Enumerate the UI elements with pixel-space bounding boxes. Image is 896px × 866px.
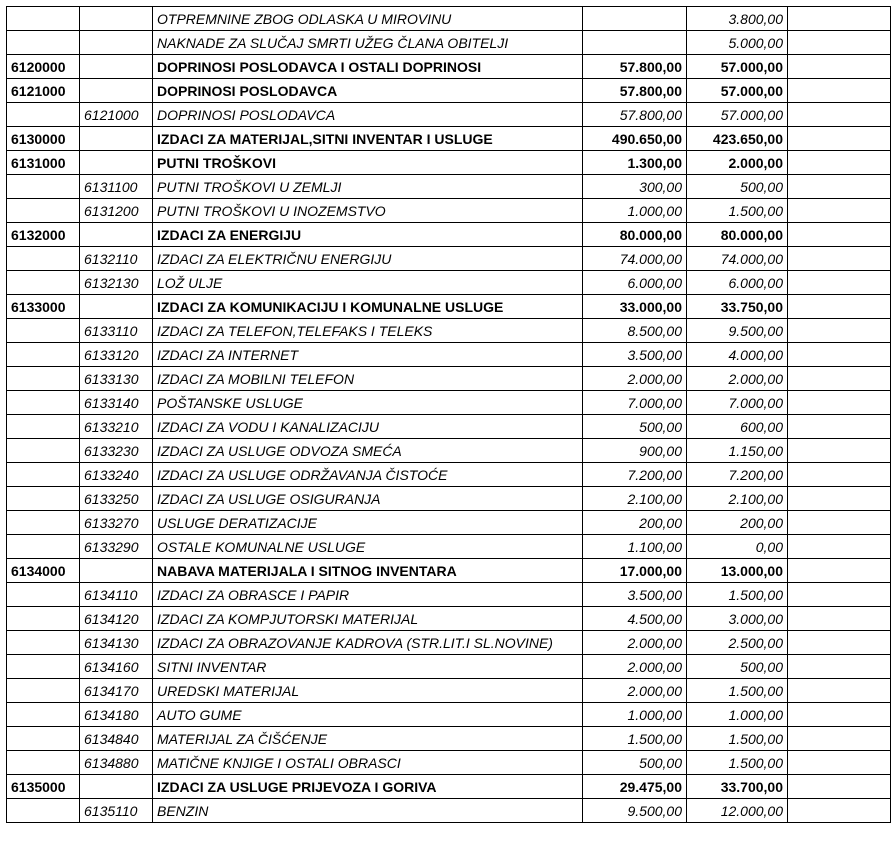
account-code-cell bbox=[7, 175, 80, 199]
account-code-cell bbox=[7, 271, 80, 295]
empty-extra-cell bbox=[788, 79, 891, 103]
account-code-cell: 6121000 bbox=[7, 79, 80, 103]
category-row bbox=[7, 559, 891, 583]
account-code-cell bbox=[7, 463, 80, 487]
revised-amount-cell: 500,00 bbox=[687, 655, 788, 679]
category-row bbox=[7, 55, 891, 79]
planned-amount-cell: 900,00 bbox=[583, 439, 687, 463]
empty-extra-cell bbox=[788, 271, 891, 295]
empty-extra-cell bbox=[788, 679, 891, 703]
budget-table-body bbox=[7, 7, 891, 823]
line-item-row bbox=[7, 703, 891, 727]
account-code-cell bbox=[7, 199, 80, 223]
sub-account-code-cell: 6133290 bbox=[80, 535, 153, 559]
revised-amount-cell: 500,00 bbox=[687, 175, 788, 199]
empty-extra-cell bbox=[788, 223, 891, 247]
description-cell: IZDACI ZA USLUGE ODVOZA SMEĆA bbox=[153, 439, 583, 463]
planned-amount-cell: 74.000,00 bbox=[583, 247, 687, 271]
empty-extra-cell bbox=[788, 583, 891, 607]
revised-amount-cell: 2.100,00 bbox=[687, 487, 788, 511]
sub-account-code-cell: 6134160 bbox=[80, 655, 153, 679]
category-row bbox=[7, 79, 891, 103]
description-cell: DOPRINOSI POSLODAVCA bbox=[153, 79, 583, 103]
description-cell: IZDACI ZA MATERIJAL,SITNI INVENTAR I USLUGE bbox=[153, 127, 583, 151]
empty-extra-cell bbox=[788, 151, 891, 175]
line-item-row bbox=[7, 247, 891, 271]
line-item-row bbox=[7, 31, 891, 55]
sub-account-code-cell: 6133210 bbox=[80, 415, 153, 439]
planned-amount-cell bbox=[583, 31, 687, 55]
planned-amount-cell: 2.000,00 bbox=[583, 631, 687, 655]
sub-account-code-cell: 6133110 bbox=[80, 319, 153, 343]
empty-extra-cell bbox=[788, 295, 891, 319]
empty-extra-cell bbox=[788, 7, 891, 31]
line-item-row bbox=[7, 631, 891, 655]
description-cell: UREDSKI MATERIJAL bbox=[153, 679, 583, 703]
sub-account-code-cell: 6121000 bbox=[80, 103, 153, 127]
planned-amount-cell: 2.000,00 bbox=[583, 679, 687, 703]
sub-account-code-cell: 6134180 bbox=[80, 703, 153, 727]
planned-amount-cell: 29.475,00 bbox=[583, 775, 687, 799]
line-item-row bbox=[7, 583, 891, 607]
line-item-row bbox=[7, 439, 891, 463]
planned-amount-cell: 500,00 bbox=[583, 751, 687, 775]
revised-amount-cell: 2.000,00 bbox=[687, 367, 788, 391]
revised-amount-cell: 1.500,00 bbox=[687, 751, 788, 775]
empty-extra-cell bbox=[788, 31, 891, 55]
sub-account-code-cell bbox=[80, 775, 153, 799]
empty-extra-cell bbox=[788, 247, 891, 271]
account-code-cell bbox=[7, 343, 80, 367]
planned-amount-cell bbox=[583, 7, 687, 31]
sub-account-code-cell bbox=[80, 295, 153, 319]
planned-amount-cell: 6.000,00 bbox=[583, 271, 687, 295]
sub-account-code-cell: 6132130 bbox=[80, 271, 153, 295]
description-cell: PUTNI TROŠKOVI bbox=[153, 151, 583, 175]
description-cell: DOPRINOSI POSLODAVCA bbox=[153, 103, 583, 127]
category-row bbox=[7, 127, 891, 151]
sub-account-code-cell: 6133120 bbox=[80, 343, 153, 367]
empty-extra-cell bbox=[788, 559, 891, 583]
description-cell: MATERIJAL ZA ČIŠĆENJE bbox=[153, 727, 583, 751]
description-cell: IZDACI ZA TELEFON,TELEFAKS I TELEKS bbox=[153, 319, 583, 343]
planned-amount-cell: 200,00 bbox=[583, 511, 687, 535]
revised-amount-cell: 4.000,00 bbox=[687, 343, 788, 367]
description-cell: IZDACI ZA OBRASCE I PAPIR bbox=[153, 583, 583, 607]
description-cell: IZDACI ZA INTERNET bbox=[153, 343, 583, 367]
empty-extra-cell bbox=[788, 319, 891, 343]
planned-amount-cell: 2.100,00 bbox=[583, 487, 687, 511]
empty-extra-cell bbox=[788, 439, 891, 463]
planned-amount-cell: 1.500,00 bbox=[583, 727, 687, 751]
planned-amount-cell: 57.800,00 bbox=[583, 103, 687, 127]
sub-account-code-cell: 6133230 bbox=[80, 439, 153, 463]
sub-account-code-cell: 6133130 bbox=[80, 367, 153, 391]
line-item-row bbox=[7, 103, 891, 127]
description-cell: IZDACI ZA VODU I KANALIZACIJU bbox=[153, 415, 583, 439]
sub-account-code-cell: 6134170 bbox=[80, 679, 153, 703]
line-item-row bbox=[7, 271, 891, 295]
account-code-cell bbox=[7, 679, 80, 703]
account-code-cell bbox=[7, 415, 80, 439]
description-cell: OSTALE KOMUNALNE USLUGE bbox=[153, 535, 583, 559]
description-cell: POŠTANSKE USLUGE bbox=[153, 391, 583, 415]
description-cell: OTPREMNINE ZBOG ODLASKA U MIROVINU bbox=[153, 7, 583, 31]
revised-amount-cell: 57.000,00 bbox=[687, 55, 788, 79]
sub-account-code-cell: 6134120 bbox=[80, 607, 153, 631]
line-item-row bbox=[7, 679, 891, 703]
sub-account-code-cell: 6134840 bbox=[80, 727, 153, 751]
category-row bbox=[7, 223, 891, 247]
sub-account-code-cell: 6133270 bbox=[80, 511, 153, 535]
empty-extra-cell bbox=[788, 175, 891, 199]
revised-amount-cell: 1.500,00 bbox=[687, 679, 788, 703]
revised-amount-cell: 1.150,00 bbox=[687, 439, 788, 463]
category-row bbox=[7, 151, 891, 175]
planned-amount-cell: 9.500,00 bbox=[583, 799, 687, 823]
sub-account-code-cell bbox=[80, 559, 153, 583]
line-item-row bbox=[7, 727, 891, 751]
category-row bbox=[7, 295, 891, 319]
revised-amount-cell: 5.000,00 bbox=[687, 31, 788, 55]
description-cell: IZDACI ZA OBRAZOVANJE KADROVA (STR.LIT.I SL.NOVINE) bbox=[153, 631, 583, 655]
revised-amount-cell: 13.000,00 bbox=[687, 559, 788, 583]
planned-amount-cell: 500,00 bbox=[583, 415, 687, 439]
planned-amount-cell: 7.200,00 bbox=[583, 463, 687, 487]
planned-amount-cell: 57.800,00 bbox=[583, 79, 687, 103]
description-cell: IZDACI ZA USLUGE ODRŽAVANJA ČISTOĆE bbox=[153, 463, 583, 487]
line-item-row bbox=[7, 199, 891, 223]
sub-account-code-cell: 6133140 bbox=[80, 391, 153, 415]
planned-amount-cell: 3.500,00 bbox=[583, 343, 687, 367]
empty-extra-cell bbox=[788, 343, 891, 367]
planned-amount-cell: 2.000,00 bbox=[583, 655, 687, 679]
planned-amount-cell: 17.000,00 bbox=[583, 559, 687, 583]
revised-amount-cell: 2.500,00 bbox=[687, 631, 788, 655]
line-item-row bbox=[7, 367, 891, 391]
revised-amount-cell: 3.800,00 bbox=[687, 7, 788, 31]
planned-amount-cell: 490.650,00 bbox=[583, 127, 687, 151]
account-code-cell bbox=[7, 703, 80, 727]
description-cell: IZDACI ZA KOMUNIKACIJU I KOMUNALNE USLUGE bbox=[153, 295, 583, 319]
empty-extra-cell bbox=[788, 391, 891, 415]
empty-extra-cell bbox=[788, 463, 891, 487]
account-code-cell bbox=[7, 607, 80, 631]
planned-amount-cell: 2.000,00 bbox=[583, 367, 687, 391]
planned-amount-cell: 1.300,00 bbox=[583, 151, 687, 175]
description-cell: AUTO GUME bbox=[153, 703, 583, 727]
budget-table bbox=[6, 6, 891, 823]
revised-amount-cell: 33.750,00 bbox=[687, 295, 788, 319]
planned-amount-cell: 80.000,00 bbox=[583, 223, 687, 247]
account-code-cell bbox=[7, 367, 80, 391]
sub-account-code-cell: 6134110 bbox=[80, 583, 153, 607]
line-item-row bbox=[7, 415, 891, 439]
sub-account-code-cell bbox=[80, 127, 153, 151]
revised-amount-cell: 2.000,00 bbox=[687, 151, 788, 175]
account-code-cell bbox=[7, 631, 80, 655]
empty-extra-cell bbox=[788, 103, 891, 127]
empty-extra-cell bbox=[788, 751, 891, 775]
empty-extra-cell bbox=[788, 607, 891, 631]
line-item-row bbox=[7, 463, 891, 487]
revised-amount-cell: 3.000,00 bbox=[687, 607, 788, 631]
line-item-row bbox=[7, 391, 891, 415]
planned-amount-cell: 1.100,00 bbox=[583, 535, 687, 559]
sub-account-code-cell: 6131100 bbox=[80, 175, 153, 199]
account-code-cell bbox=[7, 31, 80, 55]
description-cell: BENZIN bbox=[153, 799, 583, 823]
planned-amount-cell: 1.000,00 bbox=[583, 199, 687, 223]
revised-amount-cell: 74.000,00 bbox=[687, 247, 788, 271]
empty-extra-cell bbox=[788, 703, 891, 727]
revised-amount-cell: 33.700,00 bbox=[687, 775, 788, 799]
planned-amount-cell: 57.800,00 bbox=[583, 55, 687, 79]
empty-extra-cell bbox=[788, 511, 891, 535]
account-code-cell: 6134000 bbox=[7, 559, 80, 583]
revised-amount-cell: 80.000,00 bbox=[687, 223, 788, 247]
account-code-cell bbox=[7, 391, 80, 415]
empty-extra-cell bbox=[788, 727, 891, 751]
account-code-cell bbox=[7, 727, 80, 751]
line-item-row bbox=[7, 607, 891, 631]
line-item-row bbox=[7, 751, 891, 775]
line-item-row bbox=[7, 319, 891, 343]
description-cell: LOŽ ULJE bbox=[153, 271, 583, 295]
empty-extra-cell bbox=[788, 55, 891, 79]
revised-amount-cell: 6.000,00 bbox=[687, 271, 788, 295]
revised-amount-cell: 57.000,00 bbox=[687, 103, 788, 127]
empty-extra-cell bbox=[788, 799, 891, 823]
account-code-cell: 6133000 bbox=[7, 295, 80, 319]
empty-extra-cell bbox=[788, 535, 891, 559]
line-item-row bbox=[7, 655, 891, 679]
sub-account-code-cell: 6135110 bbox=[80, 799, 153, 823]
description-cell: NAKNADE ZA SLUČAJ SMRTI UŽEG ČLANA OBITELJI bbox=[153, 31, 583, 55]
description-cell: SITNI INVENTAR bbox=[153, 655, 583, 679]
revised-amount-cell: 12.000,00 bbox=[687, 799, 788, 823]
empty-extra-cell bbox=[788, 367, 891, 391]
account-code-cell bbox=[7, 103, 80, 127]
revised-amount-cell: 9.500,00 bbox=[687, 319, 788, 343]
empty-extra-cell bbox=[788, 415, 891, 439]
line-item-row bbox=[7, 487, 891, 511]
line-item-row bbox=[7, 511, 891, 535]
planned-amount-cell: 8.500,00 bbox=[583, 319, 687, 343]
planned-amount-cell: 7.000,00 bbox=[583, 391, 687, 415]
account-code-cell bbox=[7, 511, 80, 535]
sub-account-code-cell bbox=[80, 151, 153, 175]
account-code-cell bbox=[7, 535, 80, 559]
sub-account-code-cell: 6134130 bbox=[80, 631, 153, 655]
sub-account-code-cell bbox=[80, 31, 153, 55]
sub-account-code-cell: 6132110 bbox=[80, 247, 153, 271]
line-item-row bbox=[7, 535, 891, 559]
sub-account-code-cell: 6133240 bbox=[80, 463, 153, 487]
revised-amount-cell: 200,00 bbox=[687, 511, 788, 535]
planned-amount-cell: 4.500,00 bbox=[583, 607, 687, 631]
description-cell: USLUGE DERATIZACIJE bbox=[153, 511, 583, 535]
description-cell: PUTNI TROŠKOVI U ZEMLJI bbox=[153, 175, 583, 199]
description-cell: IZDACI ZA KOMPJUTORSKI MATERIJAL bbox=[153, 607, 583, 631]
empty-extra-cell bbox=[788, 487, 891, 511]
sub-account-code-cell bbox=[80, 7, 153, 31]
revised-amount-cell: 1.500,00 bbox=[687, 583, 788, 607]
line-item-row bbox=[7, 343, 891, 367]
account-code-cell bbox=[7, 247, 80, 271]
account-code-cell bbox=[7, 7, 80, 31]
sub-account-code-cell: 6131200 bbox=[80, 199, 153, 223]
empty-extra-cell bbox=[788, 631, 891, 655]
planned-amount-cell: 1.000,00 bbox=[583, 703, 687, 727]
revised-amount-cell: 7.200,00 bbox=[687, 463, 788, 487]
line-item-row bbox=[7, 175, 891, 199]
revised-amount-cell: 0,00 bbox=[687, 535, 788, 559]
sub-account-code-cell bbox=[80, 79, 153, 103]
account-code-cell: 6130000 bbox=[7, 127, 80, 151]
description-cell: DOPRINOSI POSLODAVCA I OSTALI DOPRINOSI bbox=[153, 55, 583, 79]
empty-extra-cell bbox=[788, 655, 891, 679]
planned-amount-cell: 3.500,00 bbox=[583, 583, 687, 607]
empty-extra-cell bbox=[788, 127, 891, 151]
line-item-row bbox=[7, 7, 891, 31]
planned-amount-cell: 300,00 bbox=[583, 175, 687, 199]
planned-amount-cell: 33.000,00 bbox=[583, 295, 687, 319]
revised-amount-cell: 1.000,00 bbox=[687, 703, 788, 727]
empty-extra-cell bbox=[788, 199, 891, 223]
description-cell: IZDACI ZA MOBILNI TELEFON bbox=[153, 367, 583, 391]
sub-account-code-cell bbox=[80, 55, 153, 79]
line-item-row bbox=[7, 799, 891, 823]
account-code-cell: 6131000 bbox=[7, 151, 80, 175]
description-cell: IZDACI ZA USLUGE OSIGURANJA bbox=[153, 487, 583, 511]
revised-amount-cell: 57.000,00 bbox=[687, 79, 788, 103]
account-code-cell: 6132000 bbox=[7, 223, 80, 247]
account-code-cell bbox=[7, 487, 80, 511]
revised-amount-cell: 1.500,00 bbox=[687, 199, 788, 223]
description-cell: MATIČNE KNJIGE I OSTALI OBRASCI bbox=[153, 751, 583, 775]
account-code-cell bbox=[7, 583, 80, 607]
account-code-cell: 6120000 bbox=[7, 55, 80, 79]
account-code-cell: 6135000 bbox=[7, 775, 80, 799]
description-cell: IZDACI ZA ELEKTRIČNU ENERGIJU bbox=[153, 247, 583, 271]
description-cell: PUTNI TROŠKOVI U INOZEMSTVO bbox=[153, 199, 583, 223]
revised-amount-cell: 1.500,00 bbox=[687, 727, 788, 751]
revised-amount-cell: 600,00 bbox=[687, 415, 788, 439]
description-cell: IZDACI ZA ENERGIJU bbox=[153, 223, 583, 247]
revised-amount-cell: 423.650,00 bbox=[687, 127, 788, 151]
account-code-cell bbox=[7, 319, 80, 343]
description-cell: IZDACI ZA USLUGE PRIJEVOZA I GORIVA bbox=[153, 775, 583, 799]
revised-amount-cell: 7.000,00 bbox=[687, 391, 788, 415]
account-code-cell bbox=[7, 751, 80, 775]
category-row bbox=[7, 775, 891, 799]
sub-account-code-cell: 6134880 bbox=[80, 751, 153, 775]
empty-extra-cell bbox=[788, 775, 891, 799]
sub-account-code-cell bbox=[80, 223, 153, 247]
account-code-cell bbox=[7, 655, 80, 679]
account-code-cell bbox=[7, 439, 80, 463]
account-code-cell bbox=[7, 799, 80, 823]
description-cell: NABAVA MATERIJALA I SITNOG INVENTARA bbox=[153, 559, 583, 583]
sub-account-code-cell: 6133250 bbox=[80, 487, 153, 511]
